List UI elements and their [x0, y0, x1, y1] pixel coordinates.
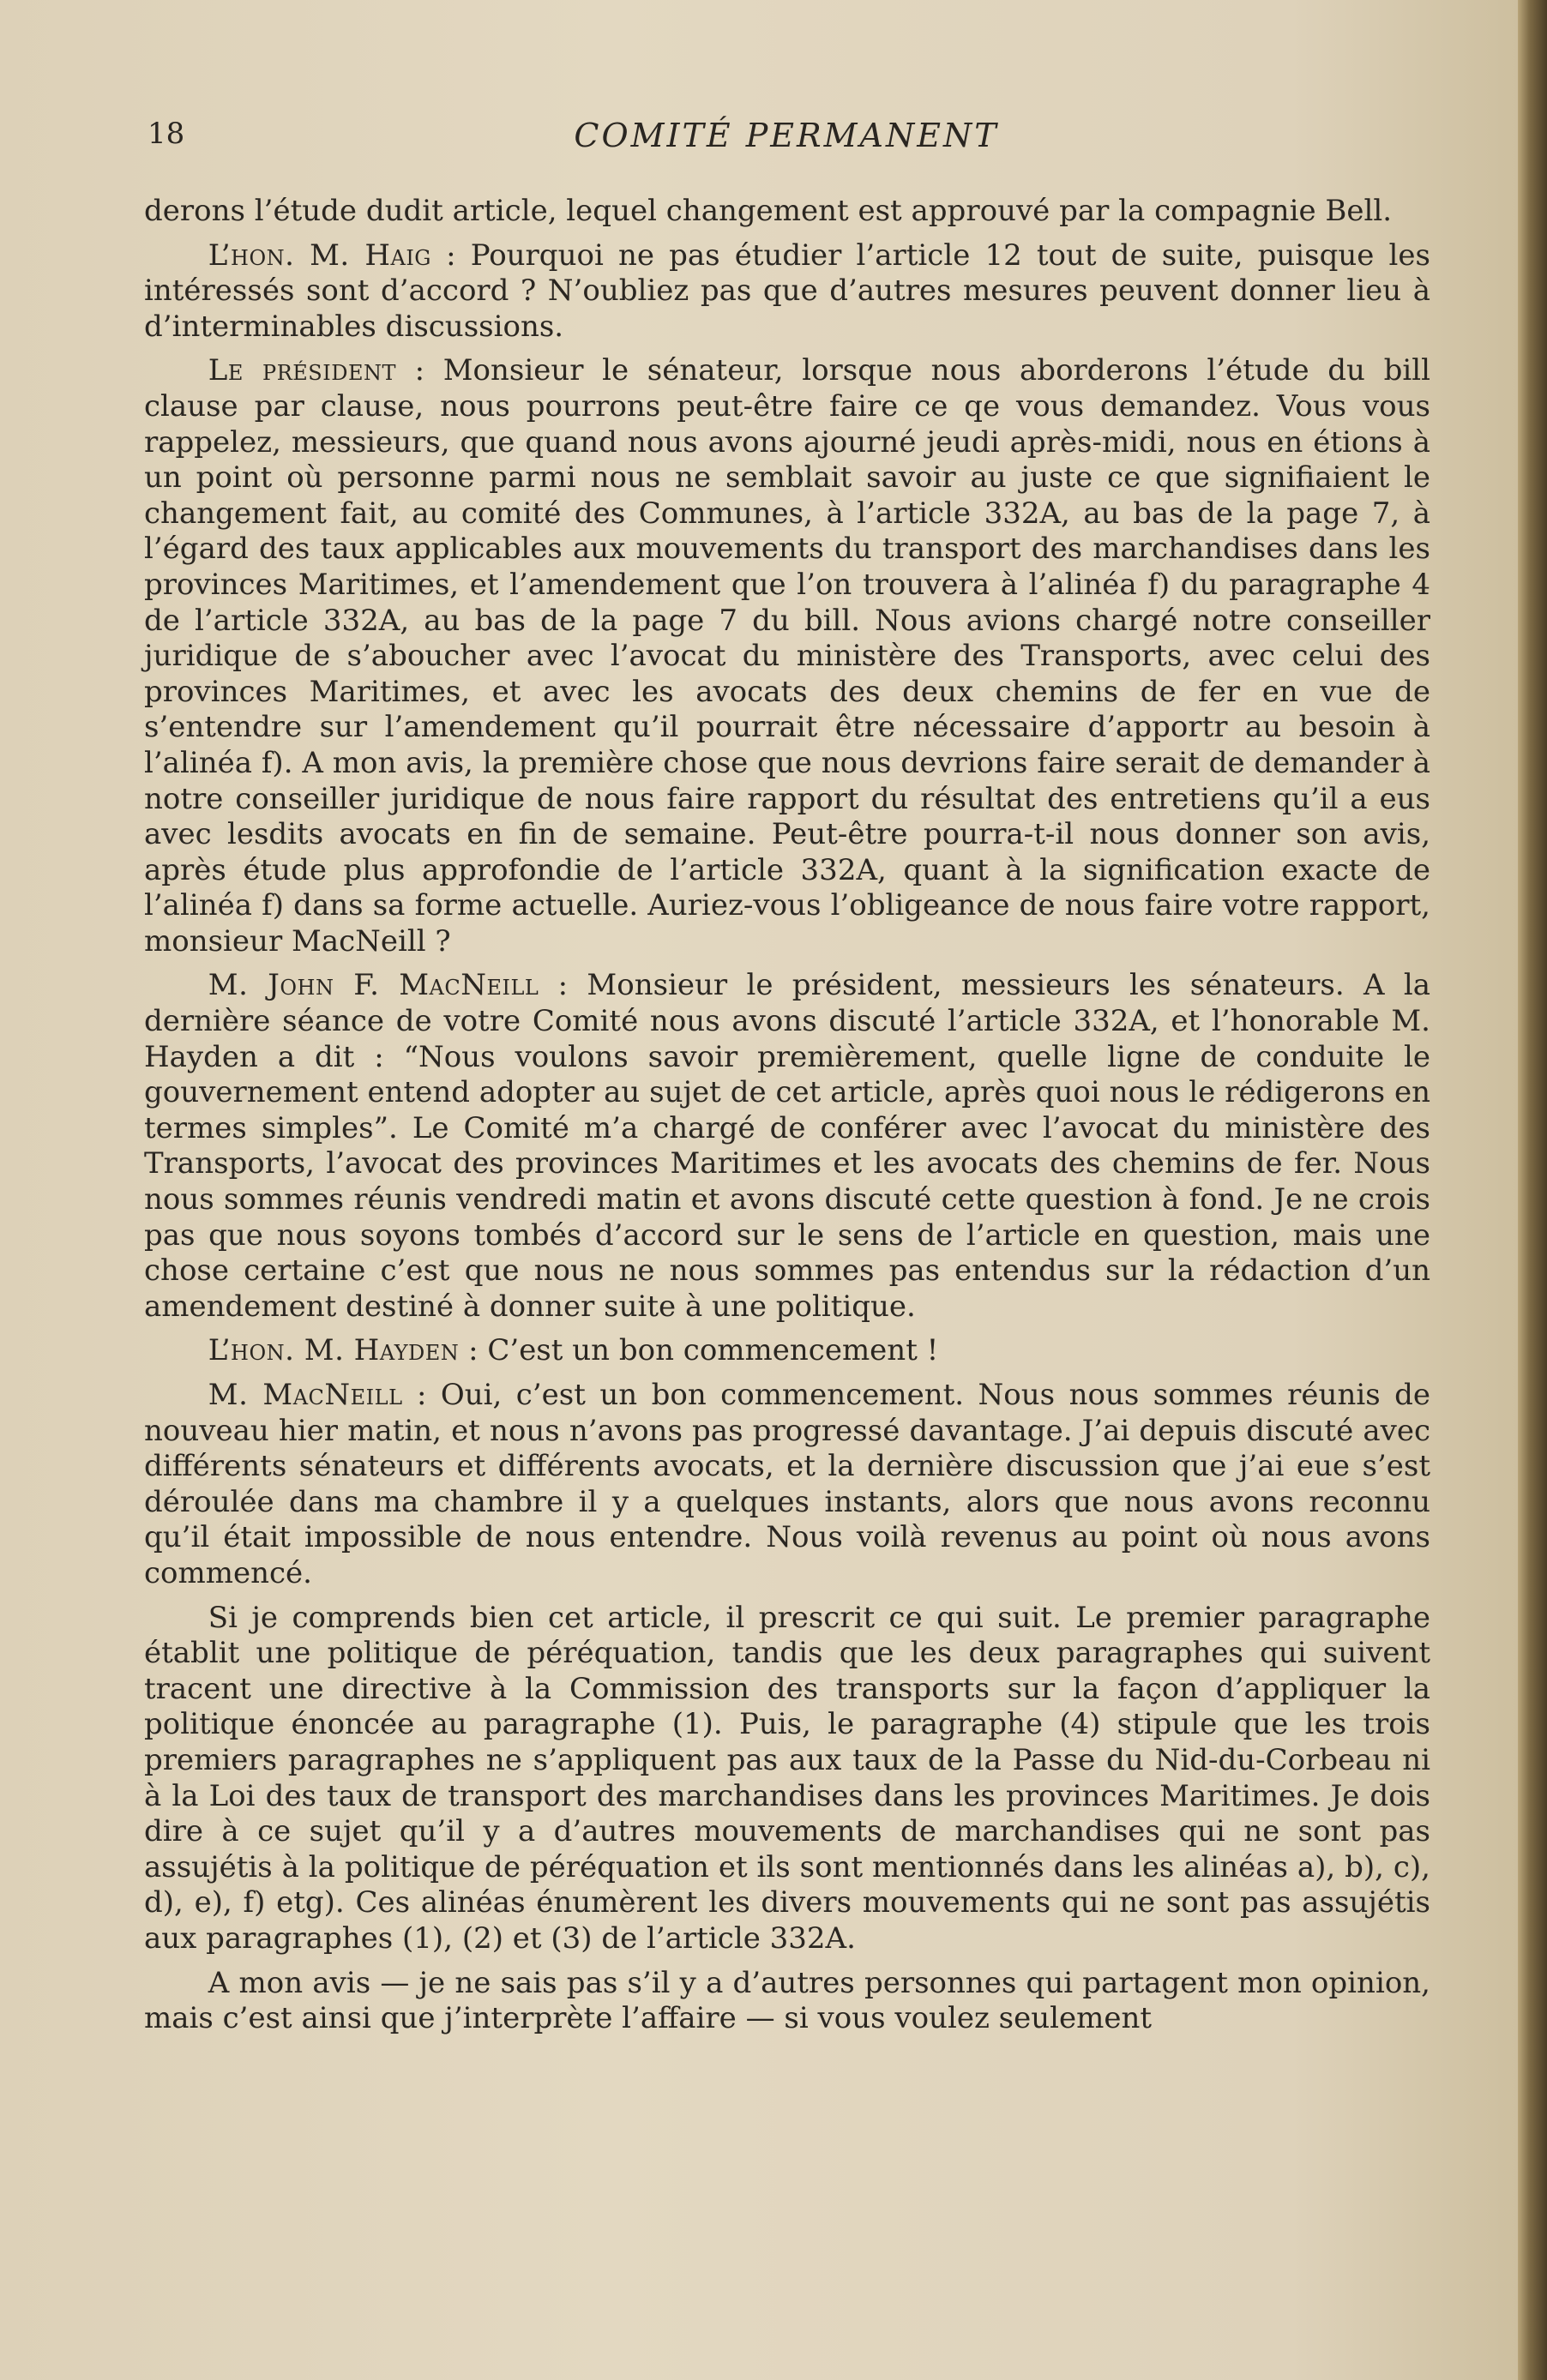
paragraph	[144, 1966, 1430, 2037]
paragraph-text: : Oui, c’est un bon commencement. Nous nous sommes réunis de nouveau hier matin, et nous n’avons pas progressé davantage. J’ai depuis discuté avec différents sénateurs et différents avocats, et la dernière discussion que j’ai eue s’est déroulée dans ma chambre il y a quelques instants, alors que nous avons reconnu qu’il était impossible de nous entendre. Nous voilà revenus au point où nous avons commencé.	[144, 1378, 1431, 1590]
page-header	[147, 117, 1425, 168]
paragraph	[144, 1333, 1430, 1369]
page-number: 18	[147, 117, 185, 151]
speaker-name: L’hon. M. Haig	[208, 237, 431, 273]
paragraph	[144, 238, 1430, 346]
paragraph	[144, 353, 1430, 959]
paragraph	[144, 1378, 1430, 1592]
paragraph-text: : Monsieur le sénateur, lorsque nous aborderons l’étude du bill clause par clause, nous pourrons peut-être faire ce qe vous demandez. Vous vous rappelez, messieurs, que quand nous avons ajourné jeudi après-midi, nous en étions à un point où personne parmi nous ne semblait savoir au juste ce que signifiaient le changement fait, au comité des Communes, à l’article 332A, au bas de la page 7, à l’égard des taux applicables aux mouvements du transport des marchandises dans les provinces Maritimes, et l’amendement que l’on trouvera à l’alinéa f) du paragraphe 4 de l’article 332A, au bas de la page 7 du bill. Nous avions chargé notre conseiller juridique de s’aboucher avec l’avocat du ministère des Transports, avec celui des provinces Maritimes, et avec les avocats des deux chemins de fer en vue de s’entendre sur l’amendement qu’il pourrait être nécessaire d’apportr au besoin à l’alinéa f). A mon avis, la première chose que nous devrions faire serait de demander à notre conseiller juridique de nous faire rapport du résultat des entretiens qu’il a eus avec lesdits avocats en fin de semaine. Peut-être pourra-t-il nous donner son avis, après étude plus approfondie de l’article 332A, quant à la signification exacte de l’alinéa f) dans sa forme actuelle. Auriez-vous l’obligeance de nous faire votre rapport, monsieur MacNeill ?	[144, 353, 1430, 959]
paragraph-text: : Monsieur le président, messieurs les sénateurs. A la dernière séance de votre Comité nous avons discuté l’article 332A, et l’honorable M. Hayden a dit : “Nous voulons savoir premièrement, quelle ligne de conduite le gouvernement entend adopter au sujet de cet article, après quoi nous le rédigerons en termes simples”. Le Comité m’a chargé de conférer avec l’avocat du ministère des Transports, l’avocat des provinces Maritimes et les avocats des chemins de fer. Nous nous sommes réunis vendredi matin et avons discuté cette question à fond. Je ne crois pas que nous soyons tombés d’accord sur le sens de l’article en question, mais une chose certaine c’est que nous ne nous sommes pas entendus sur la rédaction d’un amendement destiné à donner suite à une politique.	[144, 968, 1430, 1324]
body-text	[144, 194, 1430, 2046]
speaker-name: Le président	[208, 353, 396, 388]
paragraph	[144, 194, 1430, 230]
running-title: COMITÉ PERMANENT	[574, 117, 999, 154]
book-spine-edge	[1518, 0, 1547, 2380]
speaker-name: M. MacNeill	[208, 1378, 403, 1412]
paragraph	[144, 968, 1430, 1325]
paragraph-text: Si je comprends bien cet article, il prescrit ce qui suit. Le premier paragraphe établit une politique de péréquation, tandis que les deux paragraphes qui suivent tracent une directive à la Commission des transports sur la façon d’appliquer la politique énoncée au paragraphe (1). Puis, le paragraphe (4) stipule que les trois premiers paragraphes ne s’appliquent pas aux taux de la Passe du Nid-du-Corbeau ni à la Loi des taux de transport des marchandises dans les provinces Maritimes. Je dois dire à ce sujet qu’il y a d’autres mouvements de marchandises qui ne sont pas assujétis à la politique de péréquation et ils sont mentionnés dans les alinéas a), b), c), d), e), f) etg). Ces alinéas énumèrent les divers mouvements qui ne sont pas assujétis aux paragraphes (1), (2) et (3) de l’article 332A.	[144, 1600, 1430, 1956]
paragraph-text: : Pourquoi ne pas étudier l’article 12 tout de suite, puisque les intéressés sont d’accord ? N’oubliez pas que d’autres mesures peuvent donner lieu à d’interminables discussions.	[144, 237, 1430, 344]
paragraph-text: A mon avis — je ne sais pas s’il y a d’autres personnes qui partagent mon opinion, mais c’est ainsi que j’interprète l’affaire — si vous voulez seulement	[144, 1965, 1430, 2036]
speaker-name: L’hon. M. Hayden	[208, 1333, 460, 1368]
paragraph-text: derons l’étude dudit article, lequel changement est approuvé par la compagnie Bell.	[144, 194, 1393, 228]
paragraph-text: : C’est un bon commencement !	[459, 1333, 939, 1368]
speaker-name: M. John F. MacNeill	[208, 968, 539, 1003]
paragraph	[144, 1601, 1430, 1957]
